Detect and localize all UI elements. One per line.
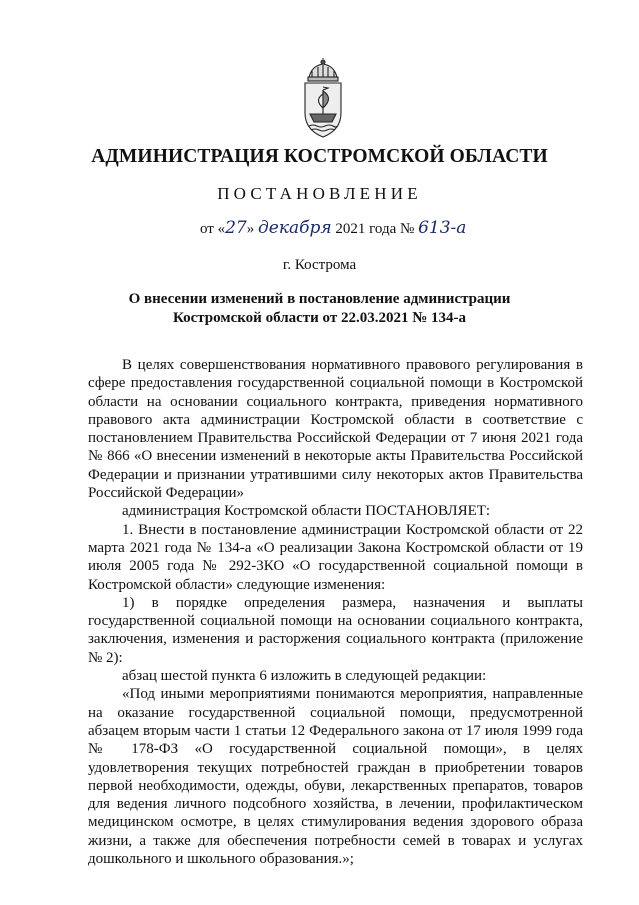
date-number-line — [200, 218, 466, 238]
document-body — [88, 356, 583, 868]
body-paragraph-preamble: В целях совершенствования нормативного правового регулирования в сфере предоставления государственной социальной помощи в Костромской области на основании социального контракта, приведения нормативного правового акта администрации Костромской области в соответствие с постановлением Правительства Российской Федерации от 7 июня 2021 года № 866 «О внесении изменений в некоторые акты Правительства Российской Федерации и признании утратившими силу некоторых актов Правительства Российской Федерации» — [88, 357, 583, 502]
title-line-1: О внесении изменений в постановление администрации — [128, 291, 511, 307]
date-day-handwritten: 27 — [225, 218, 247, 238]
city: г. Кострома — [282, 257, 357, 273]
body-paragraph-resolves: администрация Костромской области ПОСТАНОВЛЯЕТ: — [122, 503, 491, 520]
document-type: ПОСТАНОВЛЕНИЕ — [217, 184, 422, 203]
date-month-handwritten: декабря — [258, 218, 332, 238]
document-title — [0, 290, 639, 328]
document-number-handwritten: 613-а — [418, 218, 467, 238]
date-prefix: от « — [200, 221, 226, 237]
coat-of-arms-emblem — [294, 58, 352, 142]
body-paragraph-subitem-1: 1) в порядке определения размера, назначения и выплаты государственной социальной помощи на основании социального контракта, заключения, изменения и расторжения социального контракта (приложение № 2): — [88, 594, 583, 666]
body-paragraph-item-1: 1. Внести в постановление администрации Костромской области от 22 марта 2021 года № 134-а «О реализации Закона Костромской области от 19 июля 2005 года № 292-3КО «О государственной социальной помощи в Костромской области» следующие изменения: — [88, 521, 583, 593]
date-year: 2021 года № — [331, 221, 419, 237]
date-mid: » — [246, 221, 258, 237]
organization-name: АДМИНИСТРАЦИЯ КОСТРОМСКОЙ ОБЛАСТИ — [91, 146, 548, 167]
title-line-2: Костромской области от 22.03.2021 № 134-а — [172, 310, 467, 326]
body-paragraph-amendment-text: «Под иными мероприятиями понимаются мероприятия, направленные на оказание государственной социальной помощи, предусмотренной абзацем вторым части 1 статьи 12 Федерального закона от 17 июля 1999 года № 178-ФЗ «О государственной социальной помощи», в целях удовлетворения текущих потребностей граждан в приобретении товаров первой необходимости, одежды, обуви, лекарственных препаратов, товаров для ведения личного подсобного хозяйства, в лечении, профилактическом медицинском осмотре, в целях стимулирования ведения здорового образа жизни, а также для обеспечения потребности семей в товарах и услугах дошкольного и школьного образования.»; — [88, 686, 583, 868]
body-paragraph-amendment-intro: абзац шестой пункта 6 изложить в следующей редакции: — [122, 668, 487, 685]
